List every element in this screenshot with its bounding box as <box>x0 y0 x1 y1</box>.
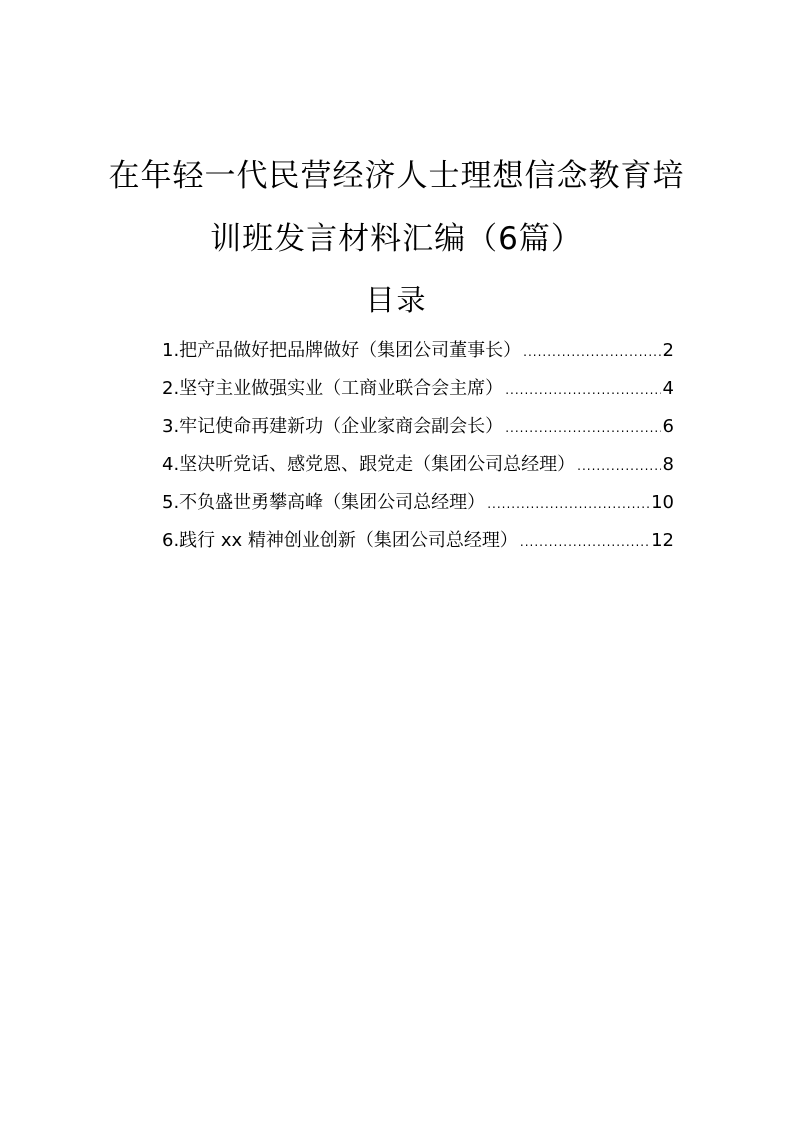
toc-item[interactable] <box>162 374 674 412</box>
toc-item-title: 5.不负盛世勇攀高峰（集团公司总经理） <box>162 492 486 513</box>
toc-item-page: 4 <box>662 378 674 399</box>
toc-dot-leader <box>520 535 649 549</box>
toc-item-title: 1.把产品做好把品牌做好（集团公司董事长） <box>162 340 522 361</box>
toc-item-page: 2 <box>662 340 674 361</box>
toc-item[interactable] <box>162 412 674 450</box>
toc-dot-leader <box>577 459 660 473</box>
toc-dot-leader <box>505 383 660 397</box>
toc-item-title: 4.坚决听党话、感党恩、跟党走（集团公司总经理） <box>162 454 576 475</box>
toc-item[interactable] <box>162 526 674 564</box>
toc-item-page: 8 <box>662 454 674 475</box>
toc-item-page: 10 <box>651 492 674 513</box>
document-title-line-2: 训班发言材料汇编（6篇） <box>210 221 583 257</box>
document-title-line-1: 在年轻一代民营经济人士理想信念教育培 <box>108 158 685 194</box>
toc-item-title: 2.坚守主业做强实业（工商业联合会主席） <box>162 378 504 399</box>
toc-item[interactable] <box>162 450 674 488</box>
toc-item[interactable] <box>162 488 674 526</box>
toc-item-title: 3.牢记使命再建新功（企业家商会副会长） <box>162 416 504 437</box>
toc-dot-leader <box>505 421 660 435</box>
toc-dot-leader <box>523 345 660 359</box>
toc-item-page: 12 <box>651 530 674 551</box>
toc-heading: 目录 <box>365 283 428 317</box>
toc-item-title: 6.践行 xx 精神创业创新（集团公司总经理） <box>162 530 518 551</box>
toc-item[interactable] <box>162 336 674 374</box>
table-of-contents <box>162 336 674 564</box>
toc-item-page: 6 <box>662 416 674 437</box>
toc-dot-leader <box>487 497 649 511</box>
